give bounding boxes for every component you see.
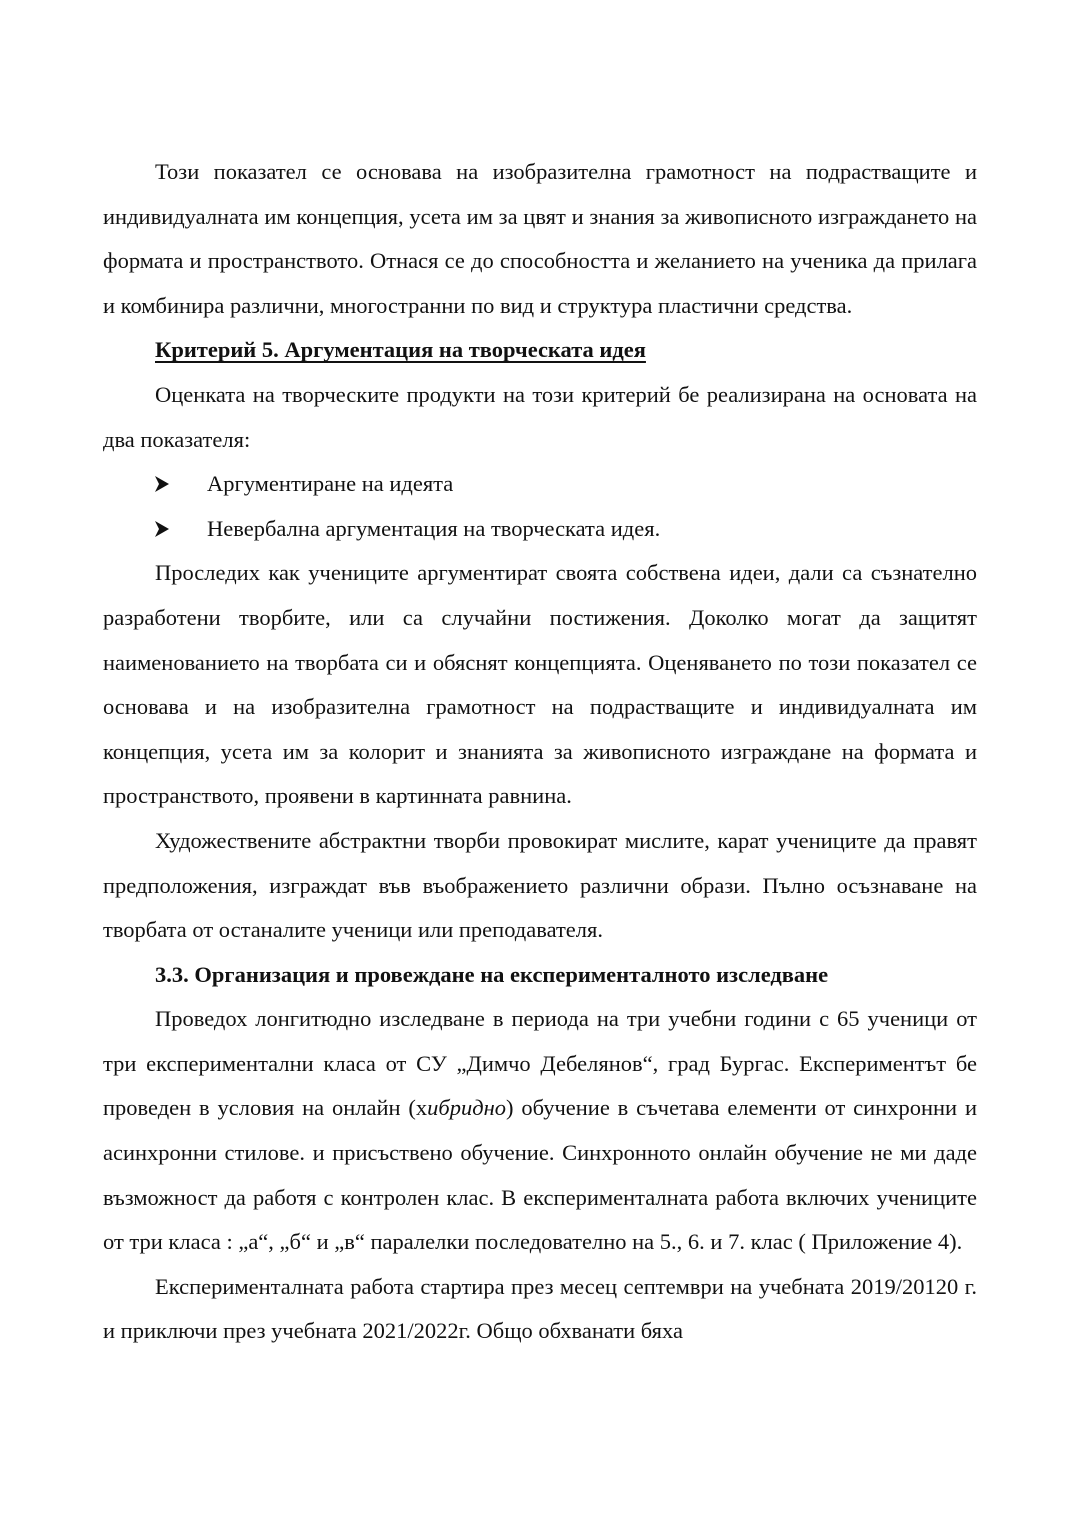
italic-term: ибридно	[427, 1095, 507, 1121]
paragraph-argumentation: Проследих как учениците аргументират своята собствена идеи, дали са съзнателно разработени творбите, или са случайни постижения. Доколко могат да защитят наименованието на творбата си и обяснят концепцията. Оценяването по този показател се основава и на изобразителна грамотност на подрастващите и индивидуалната им концепция, усета им за колорит и знанията за живописното изграждане на формата и пространството, проявени в картинната равнина.	[103, 560, 977, 809]
bullet-item	[103, 462, 977, 507]
bullet-text: Невербална аргументация на творческата идея.	[207, 515, 661, 541]
paragraph-experiment-timeline: Експерименталната работа стартира през месец септември на учебната 2019/20120 г. и приключи през учебната 2021/2022г. Общо обхванати бяха	[103, 1273, 977, 1344]
paragraph-abstract-works: Художествените абстрактни творби провокират мислите, карат учениците да правят предположения, изграждат във въображението различни образи. Пълно осъзнаване на творбата от останалите ученици или преподавателя.	[103, 827, 977, 943]
paragraph-longitudinal-study	[103, 997, 977, 1265]
bullet-item	[103, 507, 977, 552]
paragraph-text: х	[415, 1095, 428, 1121]
paragraph-indicator-basis: Този показател се основава на изобразителна грамотност на подрастващите и индивидуалната им концепция, усета им за цвят и знания за живописното изграждането на формата и пространството. Отнася се до способността и желанието на ученика да прилага и комбинира различни, многостранни по вид и структура пластични средства.	[103, 159, 977, 318]
paragraph-text: ) обучение в съчетава елементи от синхронни и асинхронни стилове. и присъствено обучение. Синхронното онлайн обучение не ми даде възможност да работя с контролен клас. В експерименталната работа включих учениците от три класа : „а“, „б“ и „в“ паралелки последователно на 5., 6. и 7. клас ( Приложение 4).	[103, 1095, 977, 1255]
bullet-text: Аргументиране на идеята	[207, 471, 454, 497]
paragraph-evaluation-intro: Оценката на творческите продукти на този критерий бе реализирана на основата на два показателя:	[103, 381, 977, 452]
criterion-5-heading: Критерий 5. Аргументация на творческата идея	[155, 337, 646, 363]
document-body	[103, 150, 977, 1354]
section-3-3-heading: 3.3. Организация и провеждане на експерименталното изследване	[155, 961, 829, 987]
paragraph-text: Проведох лонгитюдно изследване в периода на три учебни години с 65 ученици от три експериментални класа от СУ „Димчо Дебелянов“, град Бургас. Експериментът бе проведен в условия на онлайн (	[103, 1006, 977, 1121]
arrowhead-bullet-icon	[155, 462, 207, 507]
arrowhead-bullet-icon	[155, 507, 207, 552]
